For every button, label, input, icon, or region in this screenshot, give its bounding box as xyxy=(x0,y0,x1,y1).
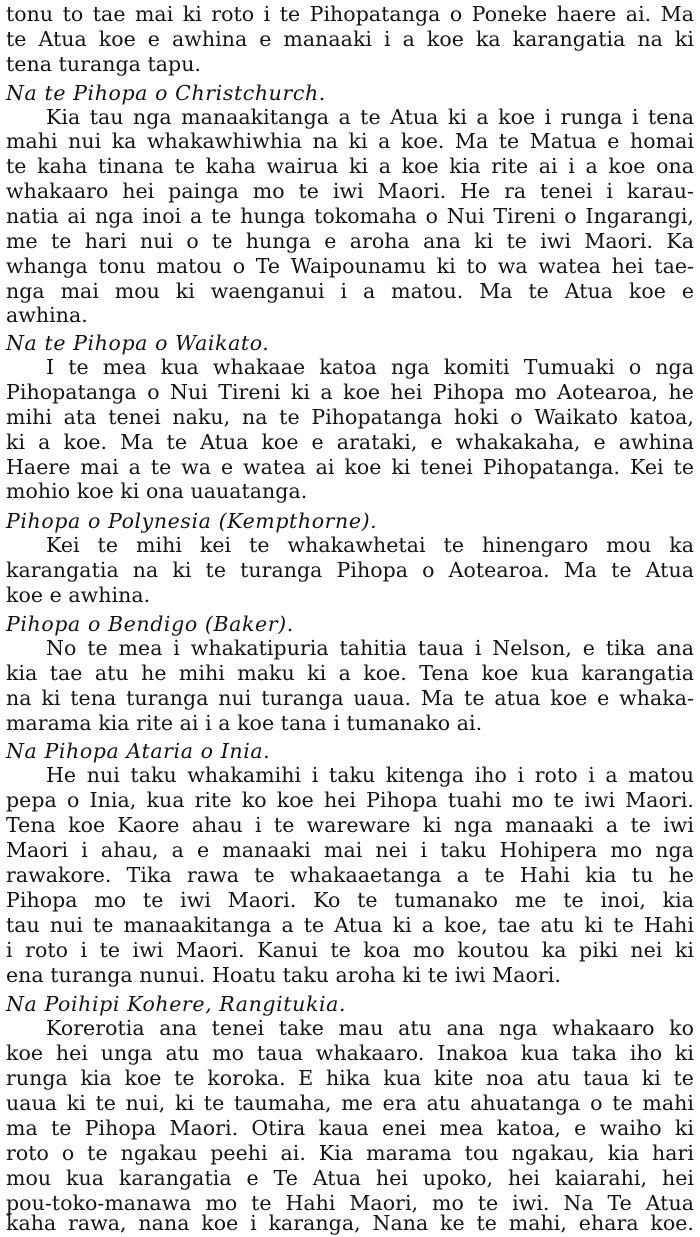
text-line: mou kua karangatia e Te Atua hei upoko, hei kaiarahi, hei xyxy=(6,1166,694,1190)
text-line: na ki tena turanga nui turanga uaua. Ma te atua koe e whaka- xyxy=(6,686,694,710)
text-line: whanga tonu matou o Te Waipounamu ki to wa watea hei tae- xyxy=(6,254,694,278)
text-line: pepa o Inia, kua rite ko koe hei Pihopa tuahi mo te iwi Maori. xyxy=(6,788,694,812)
text-line: rawakore. Tika rawa te whakaaetanga a te Hahi kia tu he xyxy=(6,863,694,887)
text-line: Maori i ahau, a e manaaki mai nei i taku Hohipera mo nga xyxy=(6,838,694,862)
text-line: ena turanga nunui. Hoatu taku aroha ki te iwi Maori. xyxy=(6,963,561,987)
text-line: te kaha tinana te kaha wairua ki a koe kia rite ai i a koe ona xyxy=(6,154,694,178)
text-line: ma te Pihopa Maori. Otira kaua enei mea katoa, e waiho ki xyxy=(6,1116,694,1140)
text-line: koe e awhina. xyxy=(6,583,151,607)
text-line: te Atua koe e awhina e manaaki i a koe ka karangatia na ki xyxy=(6,27,694,51)
text-line: nga mai mou ki waenganui i a matou. Ma te Atua koe e xyxy=(6,279,694,303)
text-line: kia tae atu he mihi maku ki a koe. Tena koe kua karangatia xyxy=(6,661,694,685)
text-line: tau nui te manaakitanga a te Atua ki a koe, tae atu ki te Hahi xyxy=(6,913,694,937)
text-line: ki a koe. Ma te Atua koe e arataki, e whakakaha, e awhina xyxy=(6,430,694,454)
section-heading: Pihopa o Bendigo (Baker). xyxy=(6,612,294,636)
text-line: tena turanga tapu. xyxy=(6,52,202,76)
text-line: Korerotia ana tenei take mau atu ana nga whakaaro ko xyxy=(46,1016,694,1040)
text-line: Kei te mihi kei te whakawhetai te hinengaro mou ka xyxy=(46,533,694,557)
text-line: pou-toko-manawa mo te Hahi Maori, mo te iwi. Na Te Atua xyxy=(6,1191,694,1215)
text-line: mohio koe ki ona uauatanga. xyxy=(6,479,308,503)
text-line: koe hei unga atu mo taua whakaaro. Inakoa kua taka iho ki xyxy=(6,1041,694,1065)
text-line: mahi nui ka whakawhiwhia na ki a koe. Ma te Matua e homai xyxy=(6,129,694,153)
text-line: Pihopatanga o Nui Tireni ki a koe hei Pihopa mo Aotearoa, he xyxy=(6,380,694,404)
text-line: Tena koe Kaore ahau i te wareware ki nga manaaki a te iwi xyxy=(6,813,694,837)
text-line: roto o te ngakau peehi ai. Kia marama tou ngakau, kia hari xyxy=(6,1141,694,1165)
text-line: tonu to tae mai ki roto i te Pihopatanga o Poneke haere ai. Ma xyxy=(6,2,694,26)
text-line: Pihopa mo te iwi Maori. Ko te tumanako me te inoi, kia xyxy=(6,888,694,912)
text-line: mihi ata tenei naku, na te Pihopatanga hoki o Waikato katoa, xyxy=(6,405,694,429)
text-line: marama kia rite ai i a koe tana i tumanako ai. xyxy=(6,711,483,735)
text-line: runga kia koe te koroka. E hika kua kite noa atu taua ki te xyxy=(6,1066,694,1090)
text-line: awhina. xyxy=(6,303,88,327)
text-line: Haere mai a te wa e watea ai koe ki tenei Pihopatanga. Kei te xyxy=(6,455,694,479)
text-line: I te mea kua whakaae katoa nga komiti Tumuaki o nga xyxy=(46,355,694,379)
section-heading: Pihopa o Polynesia (Kempthorne). xyxy=(6,509,378,533)
text-line: karangatia na ki te turanga Pihopa o Aotearoa. Ma te Atua xyxy=(6,558,694,582)
text-line: No te mea i whakatipuria tahitia taua i Nelson, e tika ana xyxy=(46,636,694,660)
section-heading: Na Poihipi Kohere, Rangitukia. xyxy=(6,992,347,1016)
text-line: whakaaro hei painga mo te iwi Maori. He ra tenei i karau- xyxy=(6,179,694,203)
text-line: i roto i te iwi Maori. Kanui te koa mo koutou ka piki nei ki xyxy=(6,938,694,962)
text-line: He nui taku whakamihi i taku kitenga iho i roto i a matou xyxy=(46,763,694,787)
section-heading: Na te Pihopa o Waikato. xyxy=(6,331,270,355)
section-heading: Na Pihopa Ataria o Inia. xyxy=(6,739,271,763)
section-heading: Na te Pihopa o Christchurch. xyxy=(6,81,326,105)
text-line: uaua ki te nui, ki te taumaha, me era atu ahuatanga o te mahi xyxy=(6,1091,694,1115)
text-line: natia ai nga inoi a te hunga tokomaha o Nui Tireni o Ingarangi, xyxy=(6,204,694,228)
text-line: kaha rawa, nana koe i karanga, Nana ke te mahi, ehara koe. xyxy=(6,1211,694,1235)
text-line: me te hari nui o te hunga e aroha ana ki te iwi Maori. Ka xyxy=(6,229,694,253)
text-line: Kia tau nga manaakitanga a te Atua ki a koe i runga i tena xyxy=(46,105,694,129)
